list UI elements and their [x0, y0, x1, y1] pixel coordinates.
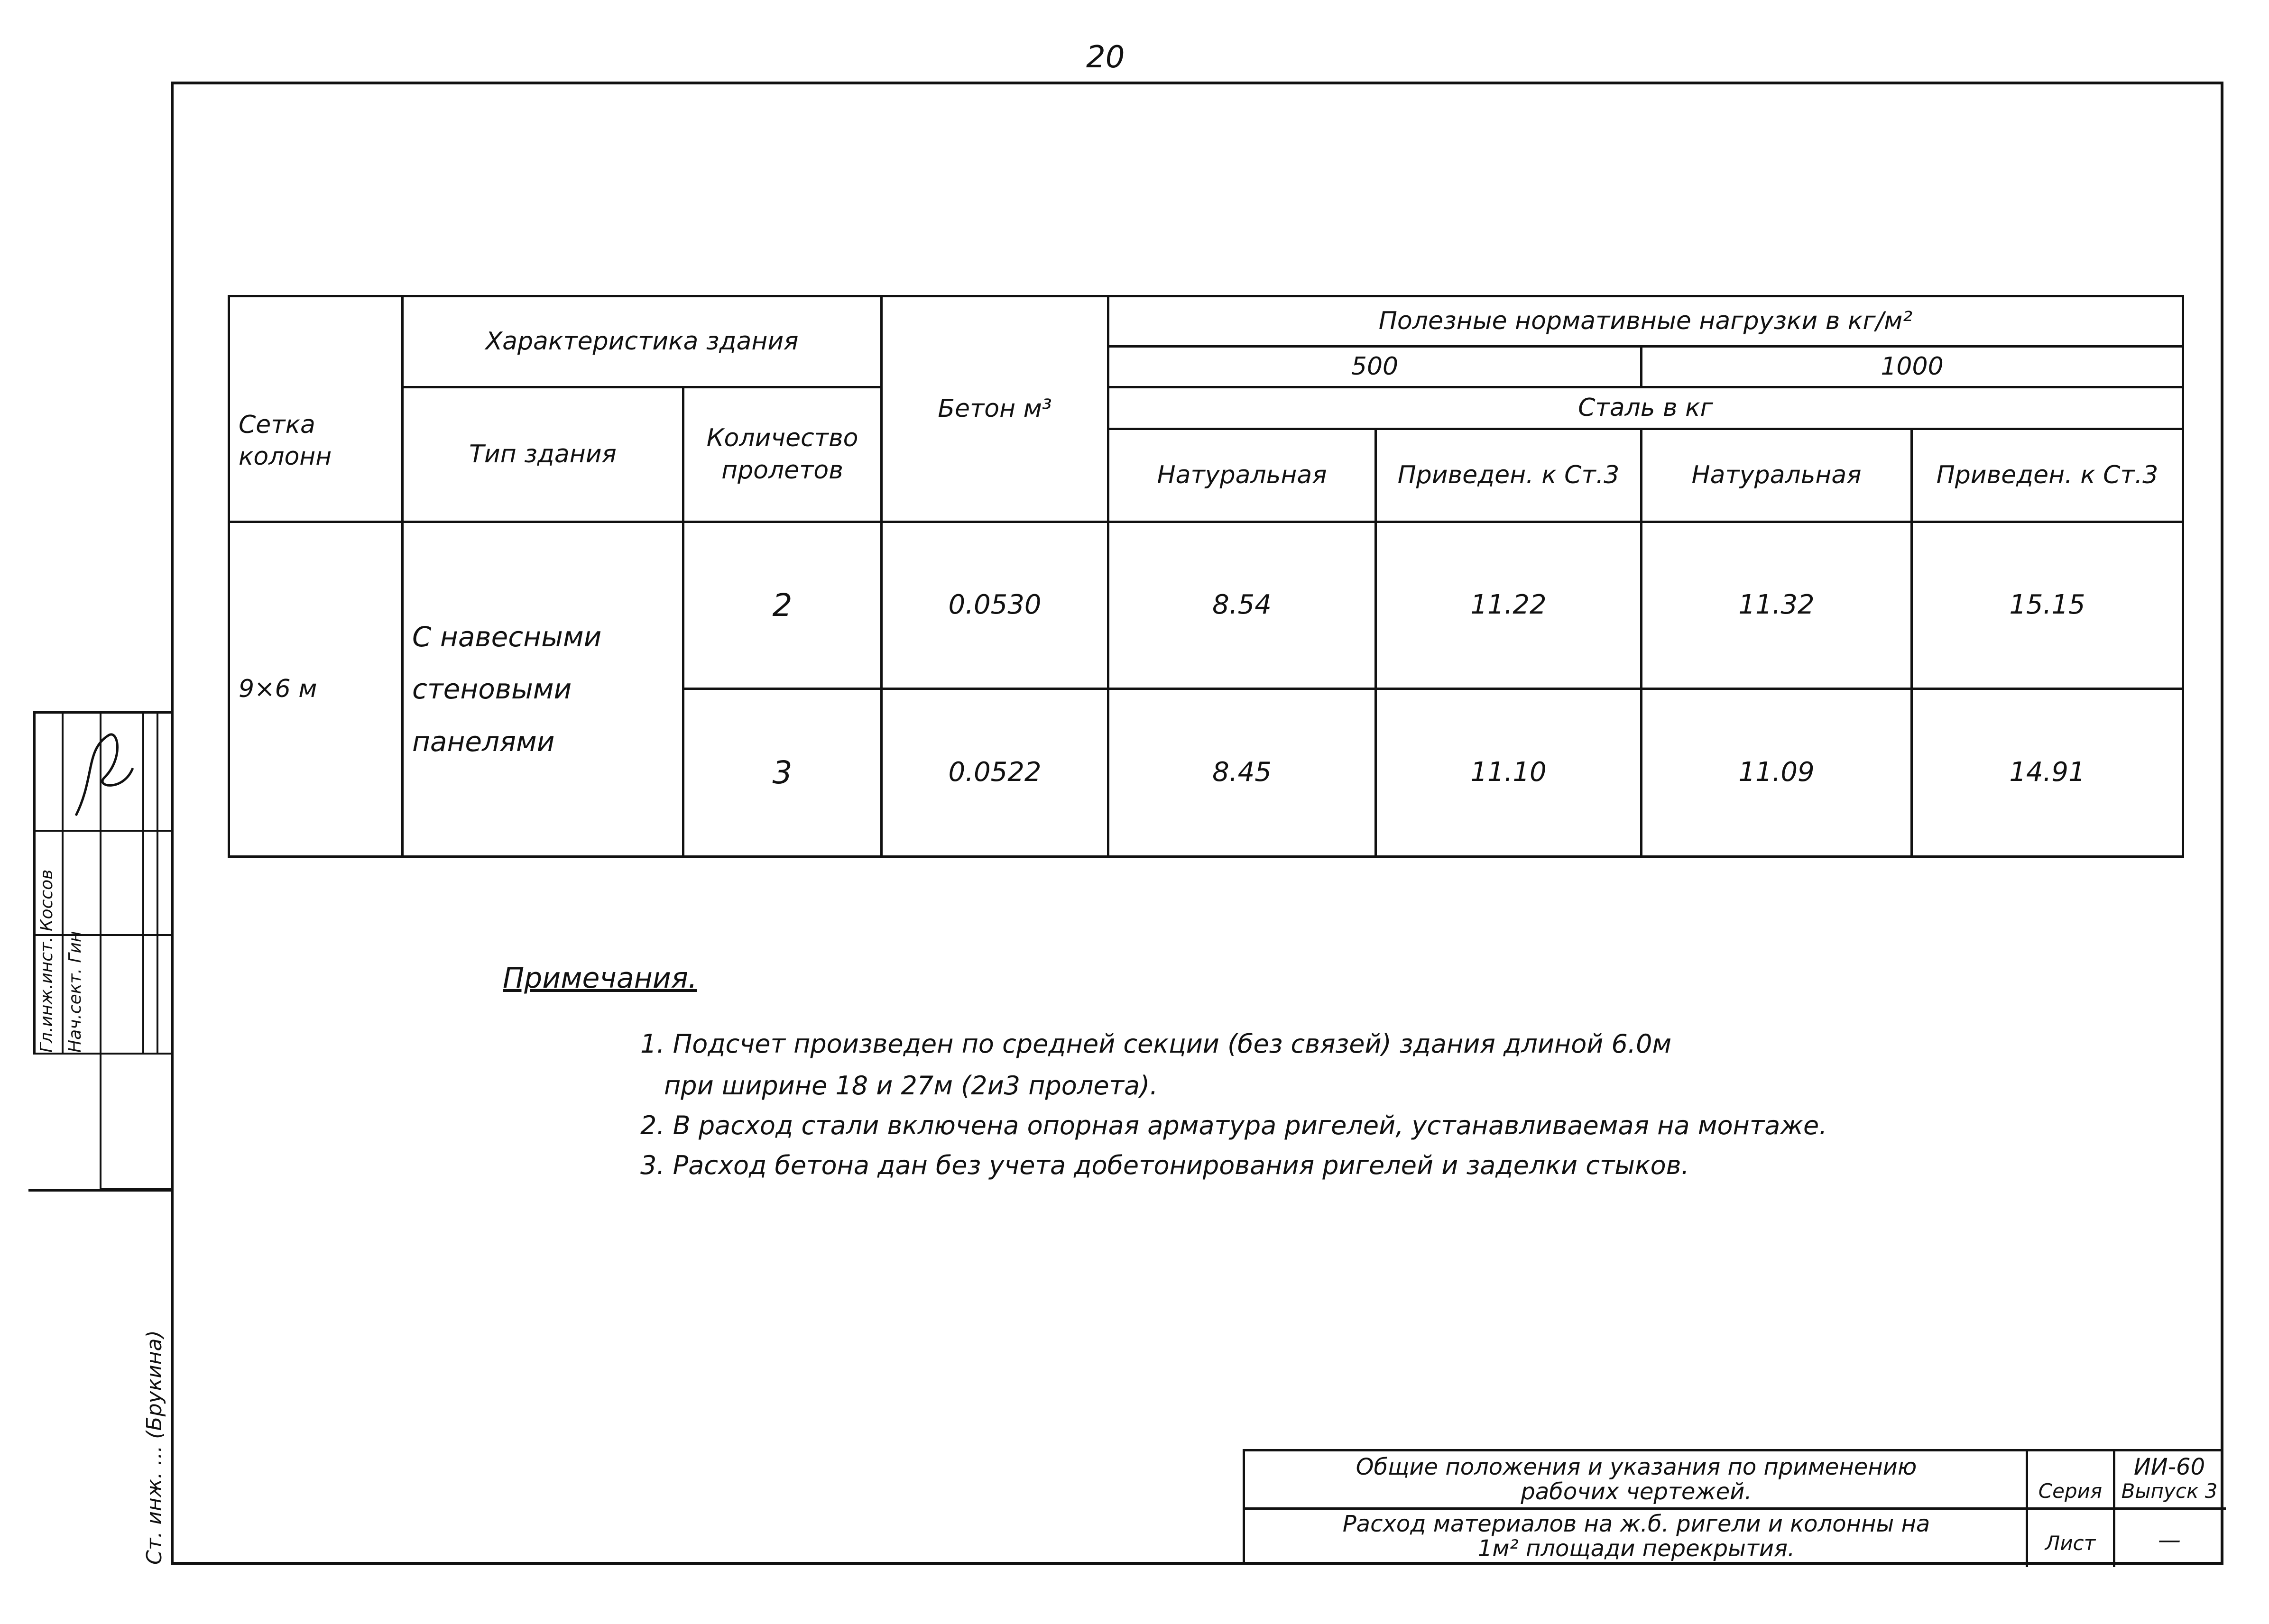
engineer-signature: Ст. инж. ... (Брукина): [142, 1330, 166, 1565]
title-line-3: Расход материалов на ж.б. ригели и колонны на: [1342, 1511, 1930, 1537]
header-concrete: Бетон м³: [882, 296, 1108, 522]
signature-icon: [66, 721, 142, 825]
spans-value: 2: [683, 522, 882, 689]
header-loads: Полезные нормативные нагрузки в кг/м²: [1108, 296, 2183, 347]
title-line-2: рабочих чертежей.: [1521, 1478, 1752, 1505]
natural-1000-value: 11.32: [1642, 522, 1912, 689]
approval-row-2: Нач.сект. Гин: [65, 931, 85, 1053]
reduced-500-value: 11.10: [1376, 689, 1642, 857]
reduced-500-value: 11.22: [1376, 522, 1642, 689]
reduced-1000-value: 15.15: [1912, 522, 2183, 689]
concrete-value: 0.0530: [882, 522, 1108, 689]
natural-500-value: 8.45: [1108, 689, 1376, 857]
header-reduced-1000: Приведен. к Ст.3: [1912, 429, 2183, 522]
header-reduced-500: Приведен. к Ст.3: [1376, 429, 1642, 522]
note-3: 3. Расход бетона дан без учета добетонирования ригелей и заделки стыков.: [640, 1150, 1689, 1180]
issue-label: Выпуск 3: [2121, 1479, 2218, 1503]
header-load-500: 500: [1108, 347, 1642, 387]
natural-1000-value: 11.09: [1642, 689, 1912, 857]
header-load-1000: 1000: [1642, 347, 2183, 387]
building-type-value: С навесными стеновыми панелями: [403, 522, 683, 857]
header-natural-1000: Натуральная: [1642, 429, 1912, 522]
sheet-label: Лист: [2045, 1532, 2096, 1555]
header-steel: Сталь в кг: [1108, 387, 2183, 429]
reduced-1000-value: 14.91: [1912, 689, 2183, 857]
header-building-char: Характеристика здания: [403, 296, 882, 387]
page-number: 20: [1086, 40, 1125, 75]
concrete-value: 0.0522: [882, 689, 1108, 857]
grid-value: 9×6 м: [229, 522, 403, 857]
title-line-1: Общие положения и указания по применению: [1356, 1454, 1917, 1480]
title-block: [1243, 1449, 2223, 1565]
header-natural-500: Натуральная: [1108, 429, 1376, 522]
note-1-cont: при ширине 18 и 27м (2и3 пролета).: [664, 1071, 1158, 1101]
header-spans-count: Количество пролетов: [683, 387, 882, 522]
series-label: Серия: [2038, 1479, 2103, 1503]
notes-title: Примечания.: [503, 962, 697, 995]
spans-value: 3: [683, 689, 882, 857]
sheet-value: —: [2158, 1527, 2181, 1553]
note-2: 2. В расход стали включена опорная арматура ригелей, устанавливаемая на монтаже.: [640, 1110, 1827, 1140]
series-value: ИИ-60: [2133, 1454, 2205, 1480]
natural-500-value: 8.54: [1108, 522, 1376, 689]
note-1: 1. Подсчет произведен по средней секции (без связей) здания длиной 6.0м: [640, 1029, 1672, 1059]
header-grid: Сетка колонн: [229, 296, 403, 522]
strip-rule: [28, 1189, 172, 1192]
approval-strip: [33, 711, 172, 1190]
approval-row-1: Гл.инж.инст. Коссов: [37, 869, 56, 1053]
table-row: [229, 522, 2183, 689]
materials-table: [228, 295, 2184, 858]
header-building-type: Тип здания: [403, 387, 683, 522]
title-line-4: 1м² площади перекрытия.: [1477, 1535, 1795, 1562]
